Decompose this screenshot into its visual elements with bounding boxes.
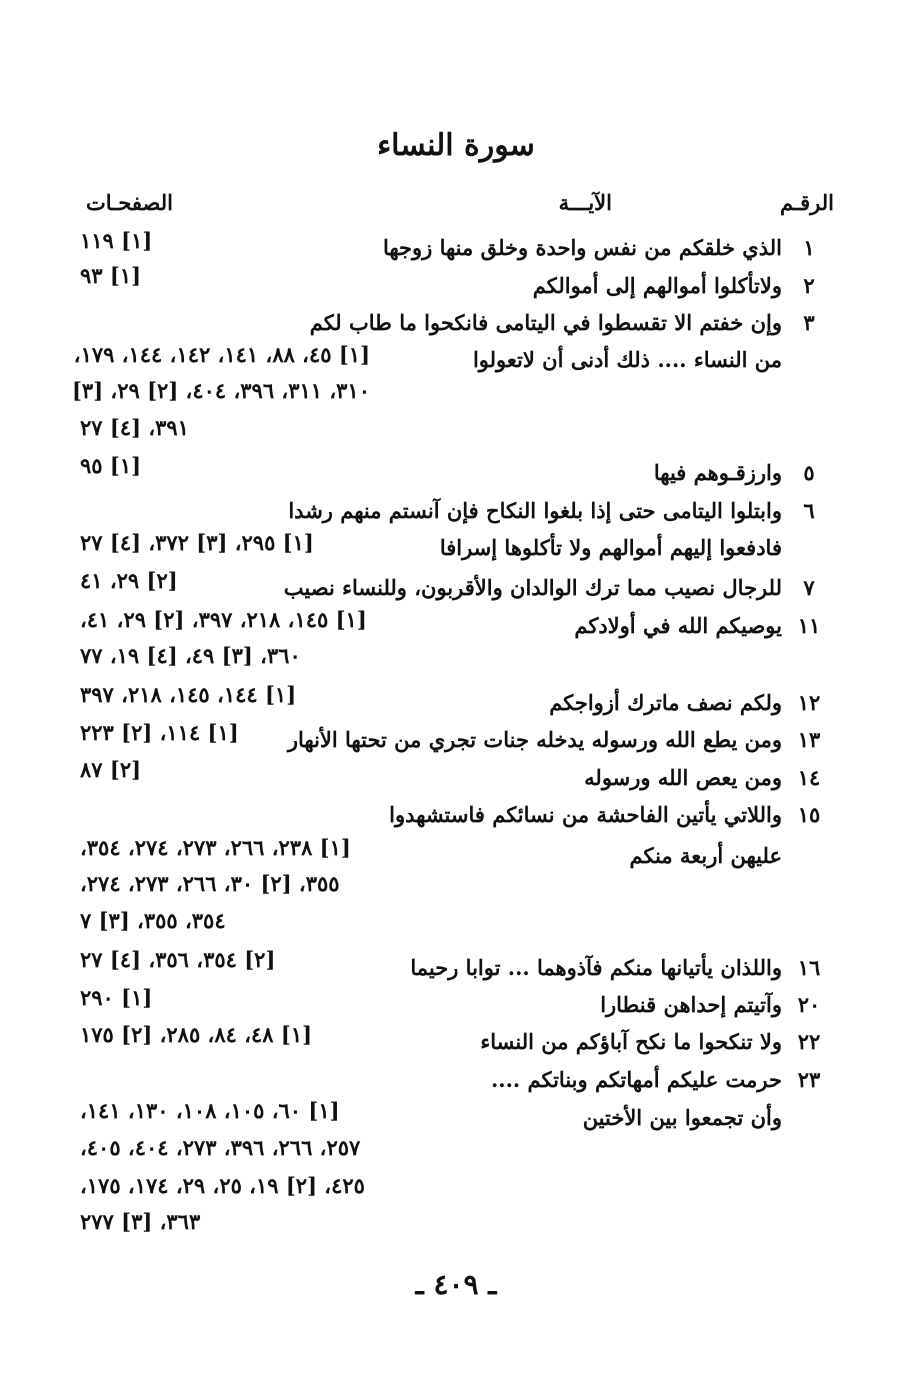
verse-text: ومن يطع الله ورسوله يدخله جنات تجري من تحتها الأنهار: [287, 727, 782, 752]
page-references: [١] ٦٠، ١٠٥، ١٠٨، ١٣٠، ١٤١،: [80, 1098, 340, 1123]
verse-number: ١: [803, 235, 815, 260]
verse-number: ١١: [797, 613, 821, 638]
column-header-number: الرقـم: [780, 190, 834, 215]
verse-text: للرجال نصيب مما ترك الوالدان والأقربون، وللنساء نصيب: [283, 575, 782, 600]
page-references: ٣٥٥، [٢] ٣٠، ٢٦٦، ٢٧٣، ٢٧٤،: [80, 871, 340, 896]
verse-number: ٣: [803, 310, 815, 335]
page-references: [١] ١١٤، [٢] ٢٢٣: [80, 720, 239, 745]
verse-number: ٢: [803, 273, 815, 298]
verse-text: وإن خفتم الا تقسطوا في اليتامى فانكحوا ما طاب لكم: [309, 310, 782, 335]
verse-number: ٢٢: [797, 1029, 821, 1054]
verse-text: وابتلوا اليتامى حتى إذا بلغوا النكاح فإن آنستم منهم رشدا: [288, 498, 782, 523]
column-header-pages: الصفحـات: [86, 190, 173, 215]
verse-number: ١٥: [797, 802, 821, 827]
verse-number: ٧: [803, 575, 815, 600]
page-references: ٣٥٤، ٣٥٥، [٣] ٧: [80, 908, 226, 933]
verse-number: ١٤: [797, 765, 821, 790]
verse-text: ولكم نصف ماترك أزواجكم: [549, 690, 782, 715]
verse-text: عليهن أربعة منكم: [629, 843, 782, 868]
page-references: [١] ٤٥، ٨٨، ١٤١، ١٤٢، ١٤٤، ١٧٩،: [73, 342, 370, 367]
verse-text: ولاتأكلوا أموالهم إلى أموالكم: [532, 273, 782, 298]
page-references: [١] ١١٩: [80, 228, 153, 253]
page-references: [٢] ٣٥٤، ٣٥٦، [٤] ٢٧: [80, 947, 276, 972]
page-references: ٣٦٠، [٣] ٤٩، [٤] ١٩، ٧٧: [80, 643, 301, 668]
verse-text: واللذان يأتيانها منكم فآذوهما ... توابا رحيما: [410, 955, 782, 980]
page-title: سورة النساء: [377, 128, 535, 163]
verse-text: الذي خلقكم من نفس واحدة وخلق منها زوجها: [382, 235, 782, 260]
page-references: [١] ٢٣٨، ٢٦٦، ٢٧٣، ٢٧٤، ٣٥٤،: [80, 835, 351, 860]
page-number: ـ ٤٠٩ ـ: [415, 1268, 497, 1301]
verse-text: يوصيكم الله في أولادكم: [574, 613, 782, 638]
page-references: [١] ١٤٤، ١٤٥، ٢١٨، ٣٩٧: [80, 682, 297, 707]
verse-text: من النساء .... ذلك أدنى أن لاتعولوا: [472, 347, 782, 372]
verse-number: ١٦: [797, 955, 821, 980]
verse-text: واللاتي يأتين الفاحشة من نسائكم فاستشهدوا: [389, 802, 782, 827]
verse-text: وارزقـوهم فيها: [653, 460, 782, 485]
page-references: [١] ٩٣: [80, 263, 142, 288]
page-references: [١] ٢٩٠: [80, 985, 153, 1010]
page-references: [١] ٢٩٥، [٣] ٣٧٢، [٤] ٢٧: [80, 530, 314, 555]
verse-number: ٢٣: [797, 1067, 821, 1092]
verse-number: ١٢: [797, 690, 821, 715]
page-references: ٣١٠، ٣١١، ٣٩٦، ٤٠٤، [٢] ٢٩، [٣]: [71, 378, 370, 403]
page-references: [٢] ٨٧: [80, 757, 142, 782]
verse-number: ٥: [803, 460, 815, 485]
page-references: ٣٩١، [٤] ٢٧: [80, 415, 189, 440]
verse-text: وأن تجمعوا بين الأختين: [582, 1105, 782, 1130]
page-references: [١] ٤٨، ٨٤، ٢٨٥، [٢] ١٧٥: [80, 1022, 313, 1047]
page-references: [١] ١٤٥، ٢١٨، ٣٩٧، [٢] ٢٩، ٤١،: [80, 607, 367, 632]
verse-text: فادفعوا إليهم أموالهم ولا تأكلوها إسرافا: [439, 535, 782, 560]
page-references: [١] ٩٥: [80, 453, 142, 478]
verse-number: ٦: [803, 498, 815, 523]
verse-text: ولا تنكحوا ما نكح آباؤكم من النساء: [480, 1029, 782, 1054]
page-references: ٢٥٧، ٢٦٦، ٣٩٦، ٢٧٣، ٤٠٤، ٤٠٥،: [80, 1135, 361, 1160]
page-references: ٣٦٣، [٣] ٢٧٧: [80, 1209, 201, 1234]
verse-text: ومن يعص الله ورسوله: [584, 765, 782, 790]
column-header-verse: الآيـــة: [558, 190, 612, 215]
verse-number: ٢٠: [797, 992, 821, 1017]
page-references: ٤٢٥، [٢] ١٩، ٢٥، ٢٩، ١٧٤، ١٧٥،: [80, 1173, 365, 1198]
verse-number: ١٣: [797, 727, 821, 752]
verse-text: وآتيتم إحداهن قنطارا: [600, 992, 782, 1017]
page-references: [٢] ٢٩، ٤١: [80, 568, 178, 593]
verse-text: حرمت عليكم أمهاتكم وبناتكم ....: [490, 1067, 782, 1092]
